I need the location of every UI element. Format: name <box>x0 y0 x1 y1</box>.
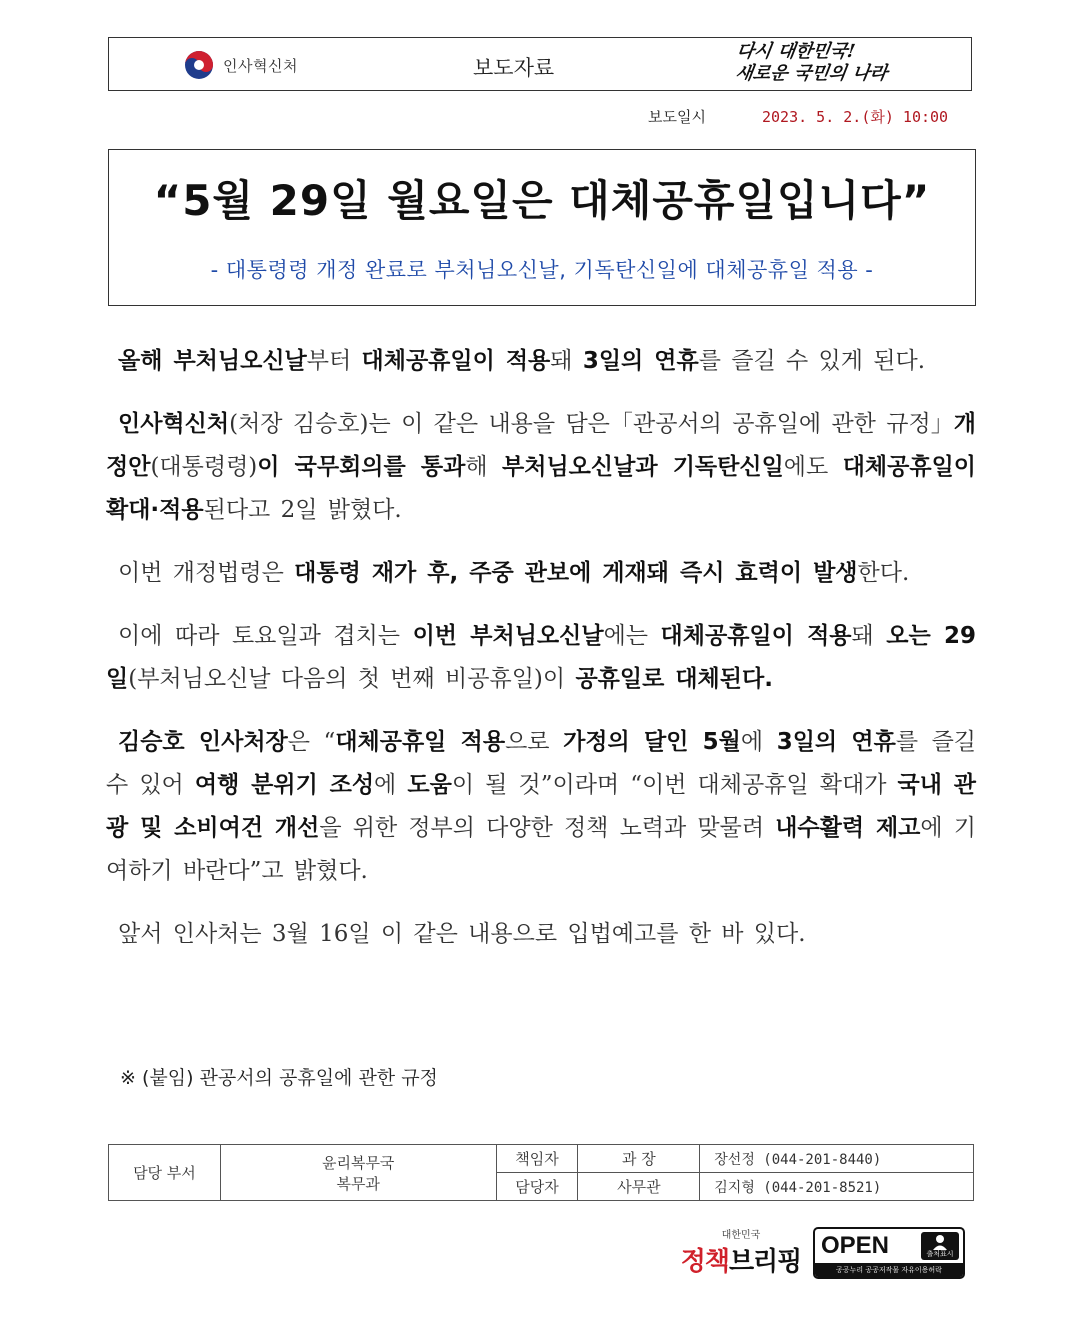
emphasis-text: 개정안 <box>106 411 976 480</box>
paragraph <box>106 403 976 532</box>
role-cell: 책임자 <box>496 1145 578 1173</box>
paragraph-text: 에 기여하기 바란다”고 밝혔다. <box>106 815 976 884</box>
doc-type-title: 보도자료 <box>473 56 555 80</box>
brief-main-text <box>676 1241 806 1278</box>
dept-label: 담당 부서 <box>109 1145 221 1201</box>
brief-main-b: 브리핑 <box>728 1247 802 1277</box>
emphasis-text: 대체공휴일 적용 <box>335 729 506 755</box>
emphasis-text: 부처님오신날과 기독탄신일 <box>502 454 784 480</box>
emphasis-text: 대체공휴일이 확대·적용 <box>106 454 977 523</box>
paragraph-text: 에는 <box>603 623 661 649</box>
paragraph-text: 부터 <box>306 348 362 374</box>
paragraph-indent <box>106 560 118 586</box>
emphasis-text: 3일의 연휴 <box>582 348 699 374</box>
attachment-note: ※ (붙임) 관공서의 공휴일에 관한 규정 <box>120 1067 438 1089</box>
open-license-badge <box>813 1227 965 1279</box>
role-cell: 담당자 <box>496 1173 578 1201</box>
table-row <box>109 1145 974 1173</box>
headline: “5월 29일 월요일은 대체공휴일입니다” <box>153 176 931 225</box>
emphasis-text: 대통령 재가 후, 주중 관보에 게재돼 즉시 효력이 발생 <box>294 560 858 586</box>
paragraph-text: (대통령령) <box>150 454 258 480</box>
slogan-line-2: 새로운 국민의 나라 <box>734 63 889 84</box>
attribution-label: 출처표시 <box>926 1250 954 1258</box>
open-license-text: 공공누리 공공저작물 자유이용허락 <box>815 1263 963 1277</box>
paragraph-text: 를 즐길 수 있어 <box>106 729 977 798</box>
body-text <box>106 340 976 976</box>
emphasis-text: 부처님오신날 <box>173 348 307 374</box>
paragraph-text: 돼 <box>550 348 583 374</box>
paragraph-text: 앞서 인사처는 3월 16일 이 같은 내용으로 입법예고를 한 바 있다. <box>118 921 806 947</box>
paragraph-text: 한다. <box>857 560 910 586</box>
emphasis-text: 3일의 연휴 <box>776 729 896 755</box>
emphasis-text: 이번 부처님오신날 <box>412 623 604 649</box>
paragraph-text: 돼 <box>851 623 887 649</box>
brief-main-a: 정책 <box>680 1247 729 1277</box>
dept-name-line-1: 윤리복무국 <box>321 1153 395 1172</box>
policy-briefing-logo <box>676 1226 806 1278</box>
paragraph <box>106 340 976 383</box>
title-cell: 사무관 <box>578 1173 700 1201</box>
person-cell: 장선정 (044-201-8440) <box>700 1145 974 1173</box>
agency-name: 인사혁신처 <box>223 56 298 75</box>
slogan <box>732 41 938 85</box>
dept-name-line-2: 복무과 <box>336 1174 380 1193</box>
header-box <box>108 37 972 91</box>
paragraph-text: 이 될 것”이라며 “이번 대체공휴일 확대가 <box>451 772 898 798</box>
paragraph-text: 된다고 2일 밝혔다. <box>203 497 402 523</box>
emphasis-text: 오는 29일 <box>106 623 976 692</box>
paragraph-text: 에 <box>374 772 408 798</box>
emphasis-text: 대체공휴일이 적용 <box>361 348 551 374</box>
emphasis-text: 올해 <box>118 348 174 374</box>
paragraph-indent <box>106 729 118 755</box>
dept-name <box>220 1145 496 1201</box>
person-cell: 김지형 (044-201-8521) <box>700 1173 974 1201</box>
emphasis-text: 국내 관광 및 소비여건 개선 <box>106 772 976 841</box>
paragraph-text: 를 즐길 수 있게 된다. <box>698 348 926 374</box>
emphasis-text: 여행 분위기 조성 <box>194 772 375 798</box>
emphasis-text: 공휴일로 대체된다. <box>575 666 773 692</box>
paragraph-text: 에도 <box>783 454 843 480</box>
paragraph-text: (처장 김승호)는 이 같은 내용을 담은「관공서의 공휴일에 관한 규정」 <box>229 411 954 437</box>
paragraph <box>106 721 976 893</box>
paragraph-indent <box>106 623 118 649</box>
paragraph <box>106 552 976 595</box>
emphasis-text: 김승호 인사처장 <box>118 729 288 755</box>
release-info <box>648 106 949 127</box>
title-cell: 과 장 <box>578 1145 700 1173</box>
paragraph-text: 을 위한 정부의 다양한 정책 노력과 맞물려 <box>319 815 776 841</box>
paragraph <box>106 913 976 956</box>
paragraph-text: 은 “ <box>287 729 336 755</box>
contact-table <box>108 1144 974 1201</box>
paragraph-text: 해 <box>465 454 503 480</box>
slogan-line-1: 다시 대한민국! <box>735 41 857 62</box>
release-date: 2023. 5. 2.(화) 10:00 <box>762 108 949 126</box>
release-label: 보도일시 <box>648 108 706 126</box>
paragraph-indent <box>106 411 118 437</box>
taegeuk-emblem-icon <box>183 49 215 81</box>
emphasis-text: 대체공휴일이 적용 <box>660 623 852 649</box>
emphasis-text: 내수활력 제고 <box>775 815 921 841</box>
emphasis-text: 인사혁신처 <box>118 411 230 437</box>
paragraph <box>106 615 976 701</box>
paragraph-indent <box>106 921 118 947</box>
paragraph-text: 에 <box>740 729 777 755</box>
paragraph-indent <box>106 348 118 374</box>
attribution-person-icon <box>921 1232 959 1260</box>
emphasis-text: 가정의 달인 5월 <box>563 729 741 755</box>
title-box <box>108 149 976 306</box>
emphasis-text: 도움 <box>407 772 452 798</box>
paragraph-text: 으로 <box>505 729 564 755</box>
subheadline: - 대통령령 개정 완료로 부처님오신날, 기독탄신일에 대체공휴일 적용 - <box>210 258 874 282</box>
brief-small-text: 대한민국 <box>721 1230 761 1241</box>
open-word: OPEN <box>821 1232 890 1259</box>
emphasis-text: 이 국무회의를 통과 <box>257 454 466 480</box>
paragraph-text: 이번 개정법령은 <box>118 560 295 586</box>
paragraph-text: (부처님오신날 다음의 첫 번째 비공휴일)이 <box>128 666 576 692</box>
paragraph-text: 이에 따라 토요일과 겹치는 <box>118 623 413 649</box>
agency-logo <box>183 49 298 81</box>
